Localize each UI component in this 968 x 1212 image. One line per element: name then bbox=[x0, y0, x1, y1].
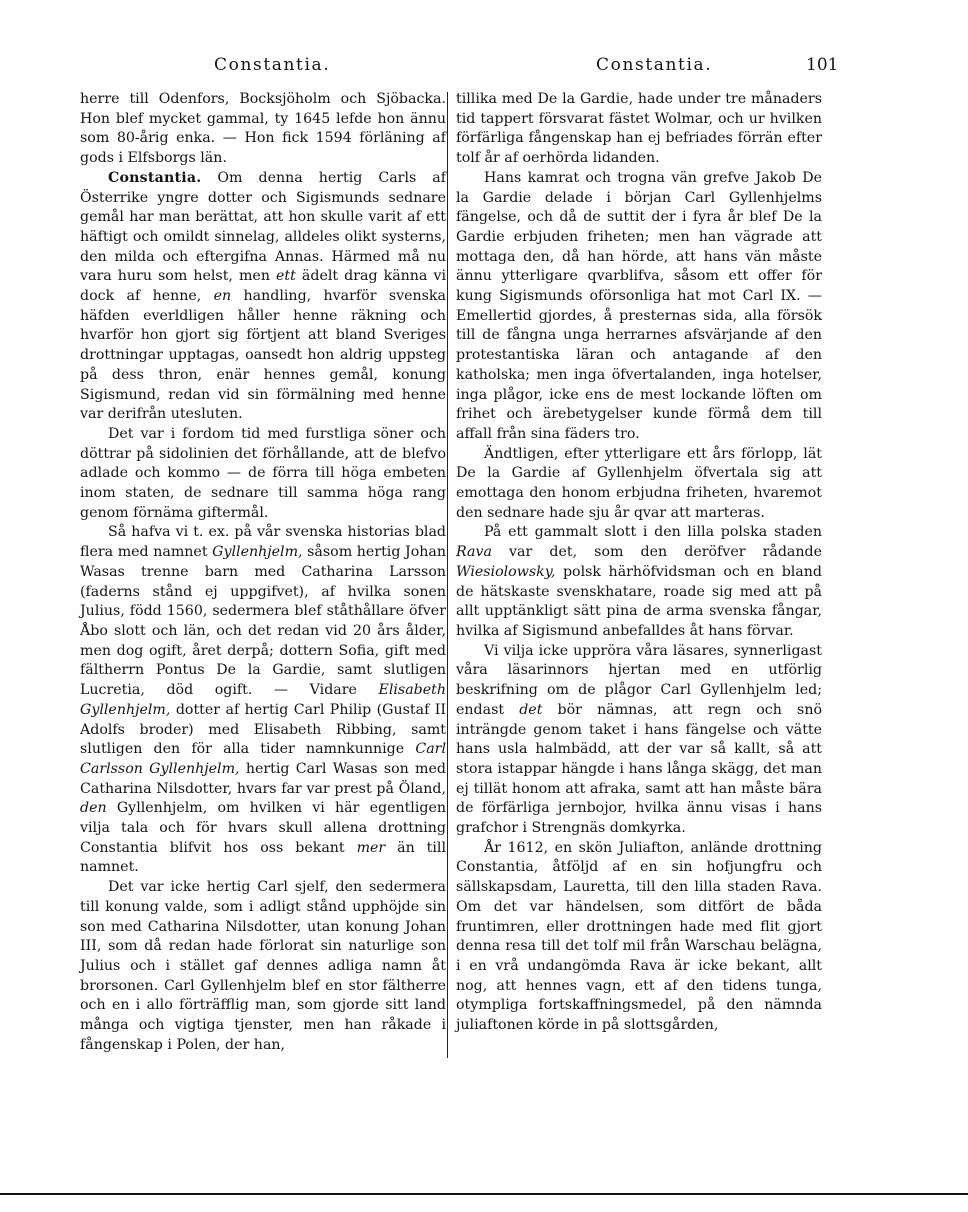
running-header-left: Constantia. bbox=[214, 55, 331, 75]
italic-run: Rava bbox=[456, 544, 492, 561]
paragraph: tillika med De la Gardie, hade under tre månaders tid tappert försvarat fästet Wolmar, och ur hvilken förfärliga fångenskap han ej befriades förrän efter tolf år af oerhörda lidanden. bbox=[456, 91, 822, 167]
text-run: På ett gammalt slott i den lilla polska staden bbox=[484, 524, 822, 541]
text-run: bör nämnas, att regn och snö inträngde genom taket i hans fängelse och vätte hans usla halmbädd, att der var så kallt, så att stora istappar hängde i hans långa skägg, det man ej tillät honom att afraka, samt att han måste bära de förfärliga jernbojor, hvilka ännu visas i hans grafchor i Strengnäs domkyrka. bbox=[456, 701, 822, 837]
running-header-right: Constantia. bbox=[596, 55, 713, 75]
italic-run: ett bbox=[276, 268, 296, 285]
headword: Constantia. bbox=[108, 169, 202, 186]
text-run: hertig Carl Wasas son med Catharina Nilsdotter, hvars far var prest på Öland, bbox=[80, 760, 446, 797]
paragraph bbox=[80, 169, 446, 425]
text-run: Vi vilja icke uppröra våra läsares, synnerligast våra läsarinnors hjertan med en utförlig beskrifning om de plågor Carl Gyllenhjelm led; endast bbox=[456, 642, 822, 718]
text-run: Så hafva vi t. ex. på vår svenska historias blad flera med namnet bbox=[80, 524, 446, 561]
text-run: Gyllenhjelm, om hvilken vi här egentligen vilja tala och för hvars skull allena drottning Constantia blifvit hos oss bekant bbox=[80, 800, 446, 856]
text-run: dotter af hertig Carl Philip (Gustaf II Adolfs broder) med Elisabeth Ribbing, samt slutligen den för alla tider namnkunnige bbox=[80, 701, 446, 758]
italic-run: en bbox=[213, 288, 232, 305]
text-run: ädelt drag känna vi dock af henne, bbox=[80, 268, 446, 305]
paragraph: Hans kamrat och trogna vän grefve Jakob De la Gardie delade i början Carl Gyllenhjelms fängelse, och då de suttit der i fyra år blef De la Gardie erbjuden friheten; men han vägrade att mottaga den, då han hörde, att hans vän måste ännu ytterligare qvarblifva, såsom ett offer för kung Sigismunds oförsonliga hat mot Carl IX. — Emellertid gjordes, å presternas sida, alla försök till de fångna unga herrarnes afsvärjande af den protestantiska läran och antagande af den katholska; men inga öfvertalanden, inga hotelser, inga plågor, icke ens de mest lockande löften om frihet och ärebetygelser kunde förmå dem till affall från sina fäders tro. bbox=[456, 169, 822, 442]
text-run: var det, som den deröfver rådande bbox=[491, 544, 822, 561]
text-run: handling, hvarför svenska häfden everldligen håller henne räkning och hvarför hon gjort sig förtjent att bland Sveriges drottningar upptagas, oansedt hon aldrig uppsteg på dess thron, enär hennes gemål, konung Sigismund, redan vid sin förmälning med henne var derifrån utesluten. bbox=[80, 288, 446, 423]
italic-run: Gyllenhjelm, bbox=[212, 544, 303, 561]
scan-bottom-edge bbox=[0, 1193, 968, 1195]
paragraph bbox=[456, 642, 822, 839]
paragraph: Det var icke hertig Carl sjelf, den sedermera till konung valde, som i adligt stånd upphöjde sin son med Catharina Nilsdotter, utan konung Johan III, som då redan hade förlorat sin naturlige son Julius och i stället gaf dennes adliga namn åt brorsonen. Carl Gyllenhjelm blef en stor fältherre och en i allo förträfflig man, som gjorde sitt land många och vigtiga tjenster, men han råkade i fångenskap i Polen, der han, bbox=[80, 879, 446, 1053]
italic-run: mer bbox=[356, 839, 386, 856]
paragraph: Ändtligen, efter ytterligare ett års förlopp, lät De la Gardie af Gyllenhjelm öfvertala sig att emottaga den honom erbjudna friheten, hvaremot den sednare hade sju år qvar att marteras. bbox=[456, 445, 822, 521]
paragraph bbox=[456, 523, 822, 641]
paragraph: År 1612, en skön Juliafton, anlände drottning Constantia, åtföljd af en sin hofjungfru och sällskapsdam, Lauretta, till den lilla staden Rava. Om det var händelsen, som ditfört de båda fruntimren, eller drottningen hade med flit gjort denna resa till det tolf mil från Warschau belägna, i en vrå undangömda Rava är icke bekant, allt nog, att hennes vagn, ett af den tidens tunga, otympliga fortskaffningsmedel, på den nämnda juliaftonen körde in på slottsgården, bbox=[456, 839, 822, 1034]
text-run: såsom hertig Johan Wasas trenne barn med Catharina Larsson (faderns stånd ej uppgifvet), af hvilka sonen Julius, född 1560, sedermera blef ståthållare öfver Åbo slott och län, och det redan vid 20 års ålder, men dog ogift, året derpå; dottern Sofia, gift med fältherrn Pontus De la Gardie, samt slutligen Lucretia, död ogift. — Vidare bbox=[80, 544, 446, 699]
text-run: Om denna hertig Carls af Österrike yngre dotter och Sigismunds sednare gemål har man berättat, att hon skulle varit af ett häftigt och omildt sinnelag, alldeles olikt systerns, den milda och eftergifna Annas. Härmed må nu vara huru som helst, men bbox=[80, 169, 446, 285]
left-column bbox=[80, 90, 446, 1055]
text-run: polsk härhöfvidsman och en bland de hätskaste svenskhatare, roade sig med att på allt upptänkligt sätt pina de arma svenska fångar, hvilka af Sigismund anbefalldes åt hans förvar. bbox=[456, 563, 822, 639]
column-rule bbox=[447, 92, 448, 1058]
page-number: 101 bbox=[806, 55, 839, 75]
paragraph: herre till Odenfors, Bocksjöholm och Sjöbacka. Hon blef mycket gammal, ty 1645 lefde hon ännu som 80-årig enka. — Hon fick 1594 förläning af gods i Elfsborgs län. bbox=[80, 91, 446, 167]
italic-run: Elisabeth Gyllenhjelm, bbox=[80, 682, 446, 718]
italic-run: Wiesiolowsky, bbox=[456, 563, 556, 580]
right-column bbox=[456, 90, 822, 1036]
paragraph bbox=[80, 523, 446, 878]
italic-run: det bbox=[519, 701, 543, 718]
italic-run: Carl Carlsson Gyllenhjelm, bbox=[80, 741, 446, 777]
paragraph: Det var i fordom tid med furstliga söner och döttrar på sidolinien det förhållande, att de blefvo adlade och kommo — de förra till höga embeten inom staten, de sednare till samma höga rang genom förnäma giftermål. bbox=[80, 425, 446, 521]
text-run: än till namnet. bbox=[80, 839, 446, 876]
italic-run: den bbox=[80, 800, 107, 817]
